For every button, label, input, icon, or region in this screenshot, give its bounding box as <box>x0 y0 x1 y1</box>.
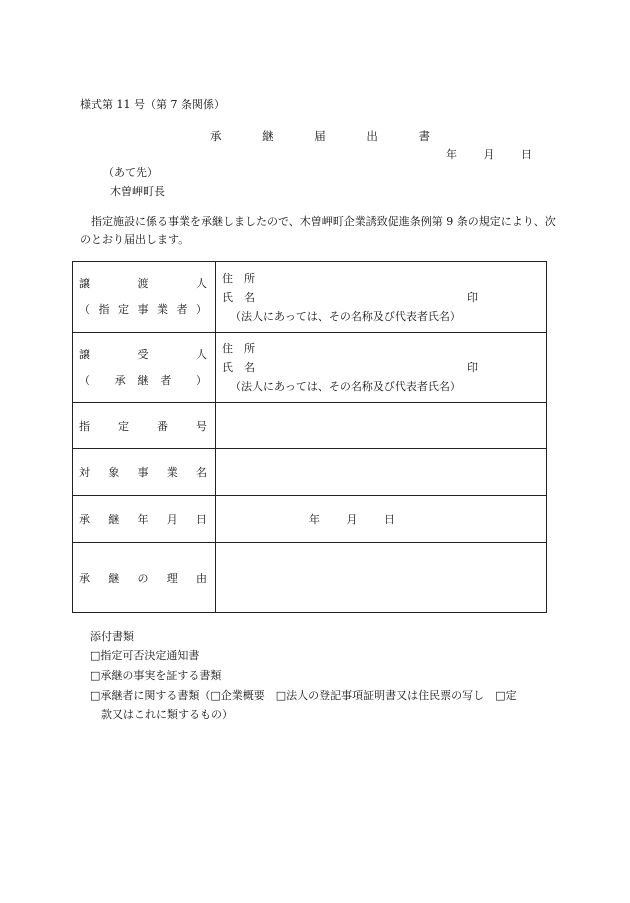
transferor-sublabel: （ 指 定 事 業 者 ） <box>79 303 207 316</box>
business-name-field[interactable] <box>216 449 547 496</box>
title-char: 届 <box>314 129 326 143</box>
seal-mark: 印 <box>467 290 478 304</box>
business-name-label: 対 象 事 業 名 <box>73 449 216 496</box>
transferor-name: 氏 名 印 <box>222 288 546 307</box>
intro-text: 指定施設に係る事業を承継しましたので、木曽岬町企業誘致促進条例第 9 条の規定により、次のとおり届出します。 <box>80 215 556 246</box>
title-char: 継 <box>262 129 274 143</box>
date-month: 月 <box>346 513 358 526</box>
transferee-note: （法人にあっては、その名称及び代表者氏名） <box>230 380 461 393</box>
succession-date-field[interactable] <box>216 496 547 543</box>
transferee-address: 住 所 <box>222 342 255 355</box>
transferor-value-cell[interactable] <box>216 262 547 333</box>
date-day: 日 <box>521 148 532 161</box>
transferee-label-cell <box>73 333 216 403</box>
title-char: 出 <box>366 129 378 143</box>
attachment-item[interactable]: □承継者に関する書類（□企業概要 □法人の登記事項証明書又は住民票の写し □定 <box>90 689 517 702</box>
transferor-label-cell <box>73 262 216 333</box>
attachment-item-continued: 款又はこれに類するもの） <box>101 708 233 721</box>
row-succession-date <box>73 496 547 543</box>
date-month: 月 <box>483 148 495 161</box>
transferor-note: （法人にあっては、その名称及び代表者氏名） <box>230 309 461 323</box>
succession-reason-label: 承 継 の 理 由 <box>73 543 216 613</box>
succession-reason-field[interactable] <box>216 543 547 613</box>
attachments-title: 添付書類 <box>90 630 134 643</box>
succession-form-table <box>72 261 547 613</box>
attachment-item[interactable]: □承継の事実を証する書類 <box>90 669 222 682</box>
seal-mark: 印 <box>467 361 478 374</box>
form-number: 様式第 11 号（第 7 条関係） <box>80 98 225 111</box>
designation-number-field[interactable] <box>216 403 547 449</box>
transferor-address: 住 所 <box>222 271 255 285</box>
succession-date-label: 承 継 年 月 日 <box>73 496 216 543</box>
transferee-name: 氏 名 印 <box>222 358 546 377</box>
addressee: 木曽岬町長 <box>110 185 165 198</box>
date-year: 年 <box>446 148 457 161</box>
date-year: 年 <box>309 513 320 526</box>
row-business-name <box>73 449 547 496</box>
transferee-sublabel: （ 承 継 者 ） <box>79 373 207 387</box>
addressee-label: （あて先） <box>103 166 158 179</box>
transferee-value-cell[interactable] <box>216 333 547 403</box>
title-char: 承 <box>210 129 222 143</box>
transferee-label: 譲 受 人 <box>79 347 207 361</box>
row-transferor <box>73 262 547 333</box>
attachment-item[interactable]: □指定可否決定通知書 <box>90 649 200 662</box>
submission-date <box>446 146 532 162</box>
document-title <box>210 128 430 144</box>
transferor-label: 譲 渡 人 <box>79 277 207 290</box>
title-char: 書 <box>418 129 430 143</box>
date-day: 日 <box>384 513 395 526</box>
row-succession-reason <box>73 543 547 613</box>
designation-number-label: 指 定 番 号 <box>73 403 216 449</box>
row-transferee <box>73 333 547 403</box>
row-designation-number <box>73 403 547 449</box>
